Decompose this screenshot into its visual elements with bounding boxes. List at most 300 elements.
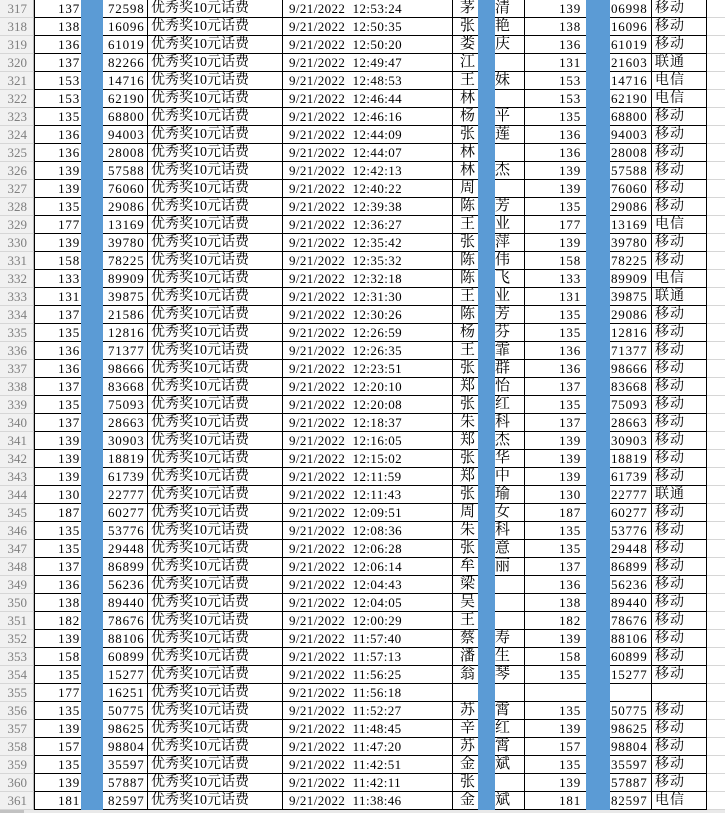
empty-cell[interactable]	[707, 396, 725, 414]
name-given: 业	[495, 216, 511, 232]
empty-cell[interactable]	[707, 720, 725, 738]
carrier-cell[interactable]: 移动	[652, 540, 707, 558]
carrier-cell[interactable]: 电信	[652, 90, 707, 108]
carrier-cell[interactable]: 移动	[652, 504, 707, 522]
carrier-cell[interactable]: 移动	[652, 630, 707, 648]
carrier-cell[interactable]: 移动	[652, 396, 707, 414]
row-header[interactable]: 332	[0, 270, 34, 288]
carrier-cell[interactable]: 电信	[652, 792, 707, 810]
carrier-cell[interactable]: 移动	[652, 198, 707, 216]
datetime-cell[interactable]: 9/21/2022 11:56:18	[283, 684, 453, 702]
carrier-cell[interactable]: 电信	[652, 216, 707, 234]
award-cell[interactable]: 优秀奖10元话费	[148, 342, 283, 360]
phone2-prefix: 139	[559, 433, 581, 448]
empty-cell[interactable]	[707, 576, 725, 594]
carrier-cell[interactable]: 移动	[652, 108, 707, 126]
table-row	[0, 576, 725, 594]
empty-cell[interactable]	[707, 684, 725, 702]
carrier-cell[interactable]	[652, 684, 707, 702]
datetime-cell[interactable]: 9/21/2022 12:06:28	[283, 540, 453, 558]
datetime-cell[interactable]: 9/21/2022 12:20:08	[283, 396, 453, 414]
phone2-suffix: 86899	[611, 559, 648, 574]
carrier-cell[interactable]: 电信	[652, 72, 707, 90]
award-cell[interactable]: 优秀奖10元话费	[148, 36, 283, 54]
award-cell[interactable]: 优秀奖10元话费	[148, 738, 283, 756]
row-header[interactable]: 339	[0, 396, 34, 414]
carrier-cell[interactable]: 移动	[652, 234, 707, 252]
datetime-cell[interactable]: 9/21/2022 12:36:27	[283, 216, 453, 234]
datetime-cell[interactable]: 9/21/2022 12:04:05	[283, 594, 453, 612]
row-header[interactable]: 334	[0, 306, 34, 324]
table-row	[0, 324, 725, 342]
row-header[interactable]: 361	[0, 792, 34, 810]
row-header[interactable]: 320	[0, 54, 34, 72]
empty-cell[interactable]	[707, 54, 725, 72]
table-row	[0, 162, 725, 180]
award-cell[interactable]: 优秀奖10元话费	[148, 72, 283, 90]
datetime-cell[interactable]: 9/21/2022 11:47:20	[283, 738, 453, 756]
award-cell[interactable]: 优秀奖10元话费	[148, 252, 283, 270]
empty-cell[interactable]	[707, 360, 725, 378]
phone1-prefix: 158	[58, 649, 80, 664]
phone1-suffix: 30903	[108, 433, 145, 448]
carrier-cell[interactable]: 移动	[652, 738, 707, 756]
row-header[interactable]: 345	[0, 504, 34, 522]
row-header[interactable]: 329	[0, 216, 34, 234]
datetime-cell[interactable]: 9/21/2022 12:35:32	[283, 252, 453, 270]
empty-cell[interactable]	[707, 36, 725, 54]
datetime-cell[interactable]: 9/21/2022 12:44:07	[283, 144, 453, 162]
name-surname: 苏	[460, 702, 476, 718]
name-surname: 张	[460, 450, 476, 466]
award-cell[interactable]: 优秀奖10元话费	[148, 702, 283, 720]
name-given: 杰	[495, 432, 511, 448]
empty-cell[interactable]	[707, 144, 725, 162]
datetime-cell[interactable]: 9/21/2022 12:42:13	[283, 162, 453, 180]
award-cell[interactable]: 优秀奖10元话费	[148, 270, 283, 288]
carrier-cell[interactable]: 移动	[652, 612, 707, 630]
award-cell[interactable]: 优秀奖10元话费	[148, 126, 283, 144]
phone1-suffix: 12816	[108, 325, 145, 340]
phone1-prefix: 135	[58, 703, 80, 718]
phone2-prefix: 139	[559, 631, 581, 646]
row-header[interactable]: 356	[0, 702, 34, 720]
empty-cell[interactable]	[707, 486, 725, 504]
carrier-cell[interactable]: 移动	[652, 558, 707, 576]
phone2-suffix: 88106	[611, 631, 648, 646]
table-row	[0, 0, 725, 18]
phone2-suffix: 98666	[611, 361, 648, 376]
empty-cell[interactable]	[707, 90, 725, 108]
datetime-cell[interactable]: 9/21/2022 12:50:20	[283, 36, 453, 54]
award-cell[interactable]: 优秀奖10元话费	[148, 468, 283, 486]
phone1-prefix: 135	[58, 757, 80, 772]
empty-cell[interactable]	[707, 18, 725, 36]
award-cell[interactable]: 优秀奖10元话费	[148, 504, 283, 522]
row-header[interactable]: 324	[0, 126, 34, 144]
award-cell[interactable]: 优秀奖10元话费	[148, 666, 283, 684]
award-cell[interactable]: 优秀奖10元话费	[148, 216, 283, 234]
award-cell[interactable]: 优秀奖10元话费	[148, 432, 283, 450]
empty-cell[interactable]	[707, 756, 725, 774]
datetime-cell[interactable]: 9/21/2022 12:20:10	[283, 378, 453, 396]
empty-cell[interactable]	[707, 594, 725, 612]
carrier-cell[interactable]: 移动	[652, 360, 707, 378]
table-row	[0, 414, 725, 432]
datetime-cell[interactable]: 9/21/2022 11:56:25	[283, 666, 453, 684]
datetime-cell[interactable]: 9/21/2022 12:39:38	[283, 198, 453, 216]
phone1-suffix: 15277	[108, 667, 145, 682]
carrier-cell[interactable]: 移动	[652, 144, 707, 162]
table-row	[0, 522, 725, 540]
table-row	[0, 36, 725, 54]
empty-cell[interactable]	[707, 126, 725, 144]
phone1-suffix: 60277	[108, 505, 145, 520]
phone1-suffix: 16251	[108, 685, 145, 700]
award-cell[interactable]: 优秀奖10元话费	[148, 486, 283, 504]
datetime-cell[interactable]: 9/21/2022 11:38:46	[283, 792, 453, 810]
name-surname: 金	[460, 792, 476, 808]
datetime-cell[interactable]: 9/21/2022 12:46:44	[283, 90, 453, 108]
award-cell[interactable]: 优秀奖10元话费	[148, 576, 283, 594]
phone1-suffix: 61019	[108, 37, 145, 52]
empty-cell[interactable]	[707, 342, 725, 360]
table-row	[0, 720, 725, 738]
table-row	[0, 756, 725, 774]
row-header[interactable]: 354	[0, 666, 34, 684]
row-header[interactable]: 326	[0, 162, 34, 180]
carrier-cell[interactable]: 移动	[652, 378, 707, 396]
phone1-suffix: 57887	[108, 775, 145, 790]
award-cell[interactable]: 优秀奖10元话费	[148, 414, 283, 432]
empty-cell[interactable]	[707, 774, 725, 792]
carrier-cell[interactable]: 联通	[652, 288, 707, 306]
name-given: 怡	[495, 378, 511, 394]
phone2-prefix: 138	[559, 595, 581, 610]
phone2-suffix: 22777	[611, 487, 648, 502]
row-header[interactable]: 341	[0, 432, 34, 450]
phone2-suffix: 89440	[611, 595, 648, 610]
phone1-prefix: 187	[58, 505, 80, 520]
empty-cell[interactable]	[707, 198, 725, 216]
row-header[interactable]: 340	[0, 414, 34, 432]
empty-cell[interactable]	[707, 270, 725, 288]
carrier-cell[interactable]: 移动	[652, 720, 707, 738]
datetime-cell[interactable]: 9/21/2022 12:35:42	[283, 234, 453, 252]
empty-cell[interactable]	[707, 216, 725, 234]
row-header[interactable]: 346	[0, 522, 34, 540]
empty-cell[interactable]	[707, 666, 725, 684]
phone2-suffix: 61019	[611, 37, 648, 52]
carrier-cell[interactable]: 移动	[652, 648, 707, 666]
datetime-cell[interactable]: 9/21/2022 12:49:47	[283, 54, 453, 72]
datetime-cell[interactable]: 9/21/2022 11:48:45	[283, 720, 453, 738]
table-row	[0, 90, 725, 108]
empty-cell[interactable]	[707, 504, 725, 522]
row-header[interactable]: 360	[0, 774, 34, 792]
award-cell[interactable]: 优秀奖10元话费	[148, 180, 283, 198]
award-cell[interactable]: 优秀奖10元话费	[148, 144, 283, 162]
row-header[interactable]: 359	[0, 756, 34, 774]
award-cell[interactable]: 优秀奖10元话费	[148, 18, 283, 36]
datetime-cell[interactable]: 9/21/2022 11:42:51	[283, 756, 453, 774]
row-header[interactable]: 343	[0, 468, 34, 486]
empty-cell[interactable]	[707, 702, 725, 720]
phone2-prefix: 133	[559, 271, 581, 286]
datetime-cell[interactable]: 9/21/2022 12:40:22	[283, 180, 453, 198]
datetime-cell[interactable]: 9/21/2022 11:52:27	[283, 702, 453, 720]
table-row	[0, 486, 725, 504]
row-header[interactable]: 348	[0, 558, 34, 576]
empty-cell[interactable]	[707, 72, 725, 90]
datetime-cell[interactable]: 9/21/2022 12:30:26	[283, 306, 453, 324]
name-surname: 陈	[460, 270, 476, 286]
carrier-cell[interactable]: 移动	[652, 342, 707, 360]
row-header[interactable]: 317	[0, 0, 34, 18]
carrier-cell[interactable]: 联通	[652, 54, 707, 72]
award-cell[interactable]: 优秀奖10元话费	[148, 684, 283, 702]
carrier-cell[interactable]: 移动	[652, 252, 707, 270]
phone2-suffix: 60277	[611, 505, 648, 520]
award-cell[interactable]: 优秀奖10元话费	[148, 594, 283, 612]
datetime-cell[interactable]: 9/21/2022 12:11:43	[283, 486, 453, 504]
row-header[interactable]: 358	[0, 738, 34, 756]
award-cell[interactable]: 优秀奖10元话费	[148, 288, 283, 306]
row-header[interactable]: 330	[0, 234, 34, 252]
award-cell[interactable]: 优秀奖10元话费	[148, 306, 283, 324]
name-given: 女	[495, 504, 511, 520]
row-header[interactable]: 321	[0, 72, 34, 90]
table-row	[0, 504, 725, 522]
datetime-cell[interactable]: 9/21/2022 12:06:14	[283, 558, 453, 576]
carrier-cell[interactable]: 移动	[652, 18, 707, 36]
award-cell[interactable]: 优秀奖10元话费	[148, 612, 283, 630]
phone2-prefix: 135	[559, 757, 581, 772]
phone1-prefix: 139	[58, 775, 80, 790]
row-header[interactable]: 347	[0, 540, 34, 558]
row-header[interactable]: 323	[0, 108, 34, 126]
datetime-cell[interactable]: 9/21/2022 12:32:18	[283, 270, 453, 288]
datetime-cell[interactable]: 9/21/2022 12:50:35	[283, 18, 453, 36]
empty-cell[interactable]	[707, 378, 725, 396]
row-header[interactable]: 350	[0, 594, 34, 612]
datetime-cell[interactable]: 9/21/2022 12:46:16	[283, 108, 453, 126]
datetime-cell[interactable]: 9/21/2022 12:26:35	[283, 342, 453, 360]
datetime-cell[interactable]: 9/21/2022 12:31:30	[283, 288, 453, 306]
phone1-prefix: 157	[58, 739, 80, 754]
award-cell[interactable]: 优秀奖10元话费	[148, 108, 283, 126]
award-cell[interactable]: 优秀奖10元话费	[148, 198, 283, 216]
row-header[interactable]: 349	[0, 576, 34, 594]
name-given: 群	[495, 360, 511, 376]
table-row	[0, 792, 725, 810]
award-cell[interactable]: 优秀奖10元话费	[148, 378, 283, 396]
row-header[interactable]: 353	[0, 648, 34, 666]
empty-cell[interactable]	[707, 648, 725, 666]
award-cell[interactable]: 优秀奖10元话费	[148, 162, 283, 180]
datetime-cell[interactable]: 9/21/2022 12:23:51	[283, 360, 453, 378]
phone1-suffix: 60899	[108, 649, 145, 664]
empty-cell[interactable]	[707, 234, 725, 252]
empty-cell[interactable]	[707, 162, 725, 180]
carrier-cell[interactable]: 移动	[652, 666, 707, 684]
award-cell[interactable]: 优秀奖10元话费	[148, 522, 283, 540]
carrier-cell[interactable]: 移动	[652, 774, 707, 792]
carrier-cell[interactable]: 移动	[652, 576, 707, 594]
row-header[interactable]: 355	[0, 684, 34, 702]
row-header[interactable]: 351	[0, 612, 34, 630]
carrier-cell[interactable]: 移动	[652, 450, 707, 468]
award-cell[interactable]: 优秀奖10元话费	[148, 54, 283, 72]
phone2-suffix: 39875	[611, 289, 648, 304]
phone2-prefix: 131	[559, 289, 581, 304]
row-header[interactable]: 344	[0, 486, 34, 504]
phone1-prefix: 135	[58, 667, 80, 682]
table-row	[0, 72, 725, 90]
carrier-cell[interactable]: 移动	[652, 522, 707, 540]
carrier-cell[interactable]: 移动	[652, 180, 707, 198]
row-header[interactable]: 338	[0, 378, 34, 396]
carrier-cell[interactable]: 移动	[652, 306, 707, 324]
empty-cell[interactable]	[707, 432, 725, 450]
award-cell[interactable]: 优秀奖10元话费	[148, 360, 283, 378]
carrier-cell[interactable]: 联通	[652, 486, 707, 504]
datetime-cell[interactable]: 9/21/2022 12:04:43	[283, 576, 453, 594]
empty-cell[interactable]	[707, 792, 725, 810]
datetime-cell[interactable]: 9/21/2022 11:57:40	[283, 630, 453, 648]
phone2-prefix: 153	[559, 73, 581, 88]
empty-cell[interactable]	[707, 468, 725, 486]
award-cell[interactable]: 优秀奖10元话费	[148, 450, 283, 468]
empty-cell[interactable]	[707, 612, 725, 630]
carrier-cell[interactable]: 移动	[652, 432, 707, 450]
carrier-cell[interactable]: 移动	[652, 468, 707, 486]
carrier-cell[interactable]: 移动	[652, 324, 707, 342]
award-cell[interactable]: 优秀奖10元话费	[148, 540, 283, 558]
phone1-suffix: 29086	[108, 199, 145, 214]
award-cell[interactable]: 优秀奖10元话费	[148, 396, 283, 414]
empty-cell[interactable]	[707, 540, 725, 558]
empty-cell[interactable]	[707, 306, 725, 324]
row-header[interactable]: 322	[0, 90, 34, 108]
datetime-cell[interactable]: 9/21/2022 11:57:13	[283, 648, 453, 666]
phone1-prefix: 137	[58, 55, 80, 70]
phone1-prefix: 135	[58, 109, 80, 124]
award-cell[interactable]: 优秀奖10元话费	[148, 792, 283, 810]
empty-cell[interactable]	[707, 558, 725, 576]
award-cell[interactable]: 优秀奖10元话费	[148, 90, 283, 108]
datetime-cell[interactable]: 9/21/2022 12:11:59	[283, 468, 453, 486]
row-header[interactable]: 328	[0, 198, 34, 216]
phone2-prefix: 135	[559, 109, 581, 124]
row-header[interactable]: 331	[0, 252, 34, 270]
row-header[interactable]: 333	[0, 288, 34, 306]
datetime-cell[interactable]: 9/21/2022 12:08:36	[283, 522, 453, 540]
empty-cell[interactable]	[707, 108, 725, 126]
empty-cell[interactable]	[707, 288, 725, 306]
carrier-cell[interactable]: 移动	[652, 594, 707, 612]
datetime-cell[interactable]: 9/21/2022 12:53:24	[283, 0, 453, 18]
phone2-prefix: 137	[559, 415, 581, 430]
phone2-prefix: 139	[559, 163, 581, 178]
empty-cell[interactable]	[707, 180, 725, 198]
award-cell[interactable]: 优秀奖10元话费	[148, 0, 283, 18]
carrier-cell[interactable]: 移动	[652, 756, 707, 774]
datetime-cell[interactable]: 9/21/2022 12:16:05	[283, 432, 453, 450]
name-given: 霄	[495, 738, 511, 754]
datetime-cell[interactable]: 9/21/2022 12:26:59	[283, 324, 453, 342]
carrier-cell[interactable]: 移动	[652, 36, 707, 54]
row-header[interactable]: 342	[0, 450, 34, 468]
phone2-prefix: 177	[559, 217, 581, 232]
award-cell[interactable]: 优秀奖10元话费	[148, 756, 283, 774]
datetime-cell[interactable]: 9/21/2022 12:09:51	[283, 504, 453, 522]
carrier-cell[interactable]: 移动	[652, 0, 707, 18]
row-header[interactable]: 357	[0, 720, 34, 738]
row-header[interactable]: 352	[0, 630, 34, 648]
carrier-cell[interactable]: 移动	[652, 702, 707, 720]
award-cell[interactable]: 优秀奖10元话费	[148, 234, 283, 252]
empty-cell[interactable]	[707, 630, 725, 648]
table-row	[0, 468, 725, 486]
empty-cell[interactable]	[707, 450, 725, 468]
award-cell[interactable]: 优秀奖10元话费	[148, 648, 283, 666]
datetime-cell[interactable]: 9/21/2022 12:18:37	[283, 414, 453, 432]
phone1-prefix: 136	[58, 577, 80, 592]
row-header[interactable]: 336	[0, 342, 34, 360]
phone2-suffix: 14716	[611, 73, 648, 88]
row-header[interactable]: 337	[0, 360, 34, 378]
name-surname: 张	[460, 18, 476, 34]
empty-cell[interactable]	[707, 522, 725, 540]
award-cell[interactable]: 优秀奖10元话费	[148, 558, 283, 576]
empty-cell[interactable]	[707, 0, 725, 18]
row-header[interactable]: 327	[0, 180, 34, 198]
phone2-suffix: 56236	[611, 577, 648, 592]
carrier-cell[interactable]: 移动	[652, 414, 707, 432]
empty-cell[interactable]	[707, 738, 725, 756]
award-cell[interactable]: 优秀奖10元话费	[148, 720, 283, 738]
carrier-cell[interactable]: 移动	[652, 126, 707, 144]
datetime-cell[interactable]: 9/21/2022 12:44:09	[283, 126, 453, 144]
datetime-cell[interactable]: 9/21/2022 12:48:53	[283, 72, 453, 90]
phone1-prefix: 133	[58, 271, 80, 286]
empty-cell[interactable]	[707, 324, 725, 342]
award-cell[interactable]: 优秀奖10元话费	[148, 630, 283, 648]
row-header[interactable]: 325	[0, 144, 34, 162]
empty-cell[interactable]	[707, 252, 725, 270]
datetime-cell[interactable]: 9/21/2022 12:15:02	[283, 450, 453, 468]
award-cell[interactable]: 优秀奖10元话费	[148, 324, 283, 342]
datetime-cell[interactable]: 9/21/2022 12:00:29	[283, 612, 453, 630]
phone2-prefix: 181	[559, 793, 581, 808]
phone2-suffix: 78676	[611, 613, 648, 628]
name-given: 琴	[495, 666, 511, 682]
carrier-cell[interactable]: 电信	[652, 270, 707, 288]
name-surname: 郑	[460, 468, 476, 484]
row-header[interactable]: 318	[0, 18, 34, 36]
row-header[interactable]: 319	[0, 36, 34, 54]
row-header[interactable]: 335	[0, 324, 34, 342]
datetime-cell[interactable]: 9/21/2022 11:42:11	[283, 774, 453, 792]
name-surname: 翁	[460, 666, 476, 682]
carrier-cell[interactable]: 移动	[652, 162, 707, 180]
award-cell[interactable]: 优秀奖10元话费	[148, 774, 283, 792]
phone2-suffix: 61739	[611, 469, 648, 484]
name-surname: 王	[460, 342, 476, 358]
phone2-prefix: 158	[559, 253, 581, 268]
empty-cell[interactable]	[707, 414, 725, 432]
